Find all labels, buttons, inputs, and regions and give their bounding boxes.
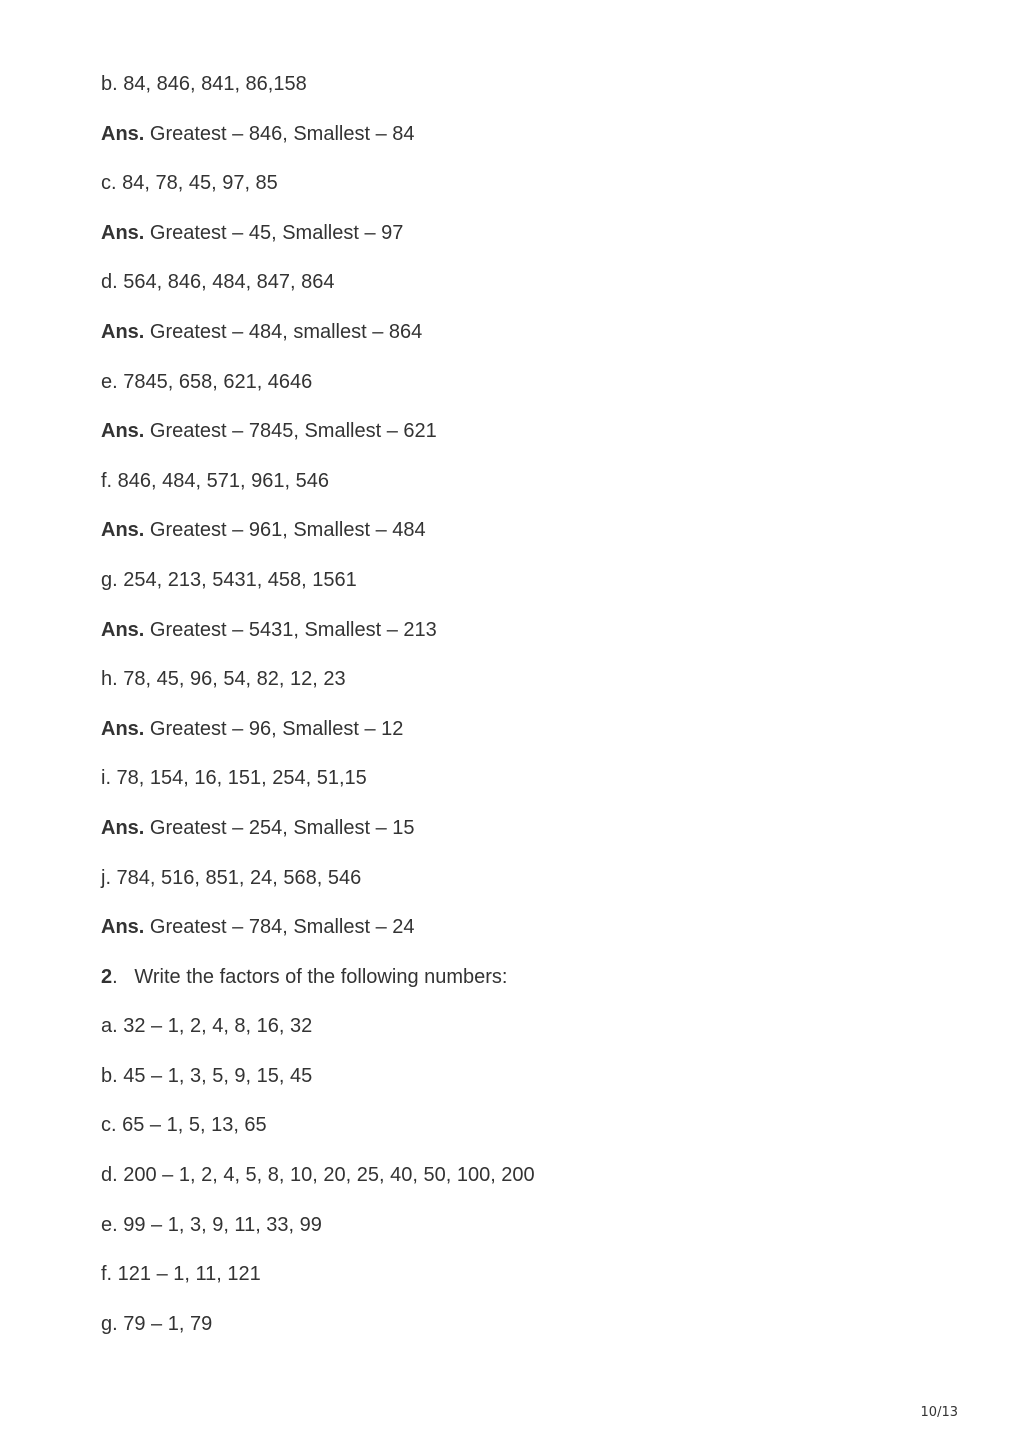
question-line: i. 78, 154, 16, 151, 254, 51,15 [101,767,367,790]
factor-line: a. 32 – 1, 2, 4, 8, 16, 32 [101,1015,313,1038]
question-number: 2 [101,965,113,988]
answer-label: Ans. [101,221,145,244]
factor-line: d. 200 – 1, 2, 4, 5, 8, 10, 20, 25, 40, 50, 100, 200 [101,1164,535,1187]
answer-label: Ans. [101,816,145,839]
question-line: e. 7845, 658, 621, 4646 [101,370,313,393]
answer-line: Ans. Greatest – 784, Smallest – 24 [101,916,415,939]
question-line: g. 254, 213, 5431, 458, 1561 [101,568,357,591]
page-number: 10/13 [920,1405,958,1420]
answer-label: Ans. [101,519,145,542]
question-line: f. 846, 484, 571, 961, 546 [101,469,329,492]
answer-label: Ans. [101,717,145,740]
answer-line: Ans. Greatest – 7845, Smallest – 621 [101,420,437,443]
answer-line: Ans. Greatest – 484, smallest – 864 [101,320,423,343]
question-line: j. 784, 516, 851, 24, 568, 546 [101,866,362,889]
answer-line: Ans. Greatest – 254, Smallest – 15 [101,816,415,839]
answer-line: Ans. Greatest – 5431, Smallest – 213 [101,618,437,641]
answer-line: Ans. Greatest – 846, Smallest – 84 [101,122,415,145]
answer-label: Ans. [101,420,145,443]
factor-line: e. 99 – 1, 3, 9, 11, 33, 99 [101,1213,322,1236]
section-heading: 2. Write the factors of the following numbers: [101,965,508,988]
answer-line: Ans. Greatest – 96, Smallest – 12 [101,717,404,740]
factor-line: c. 65 – 1, 5, 13, 65 [101,1114,267,1137]
answer-line: Ans. Greatest – 45, Smallest – 97 [101,221,404,244]
question-line: b. 84, 846, 841, 86,158 [101,73,307,95]
factor-line: g. 79 – 1, 79 [101,1312,213,1335]
question-line: h. 78, 45, 96, 54, 82, 12, 23 [101,668,346,691]
document-body [101,72,981,1361]
answer-label: Ans. [101,122,145,145]
question-line: d. 564, 846, 484, 847, 864 [101,271,335,294]
answer-line: Ans. Greatest – 961, Smallest – 484 [101,519,426,542]
answer-label: Ans. [101,916,145,939]
factor-line: b. 45 – 1, 3, 5, 9, 15, 45 [101,1064,313,1087]
answer-label: Ans. [101,618,145,641]
factor-line: f. 121 – 1, 11, 121 [101,1263,261,1286]
answer-label: Ans. [101,320,145,343]
question-line: c. 84, 78, 45, 97, 85 [101,172,278,195]
